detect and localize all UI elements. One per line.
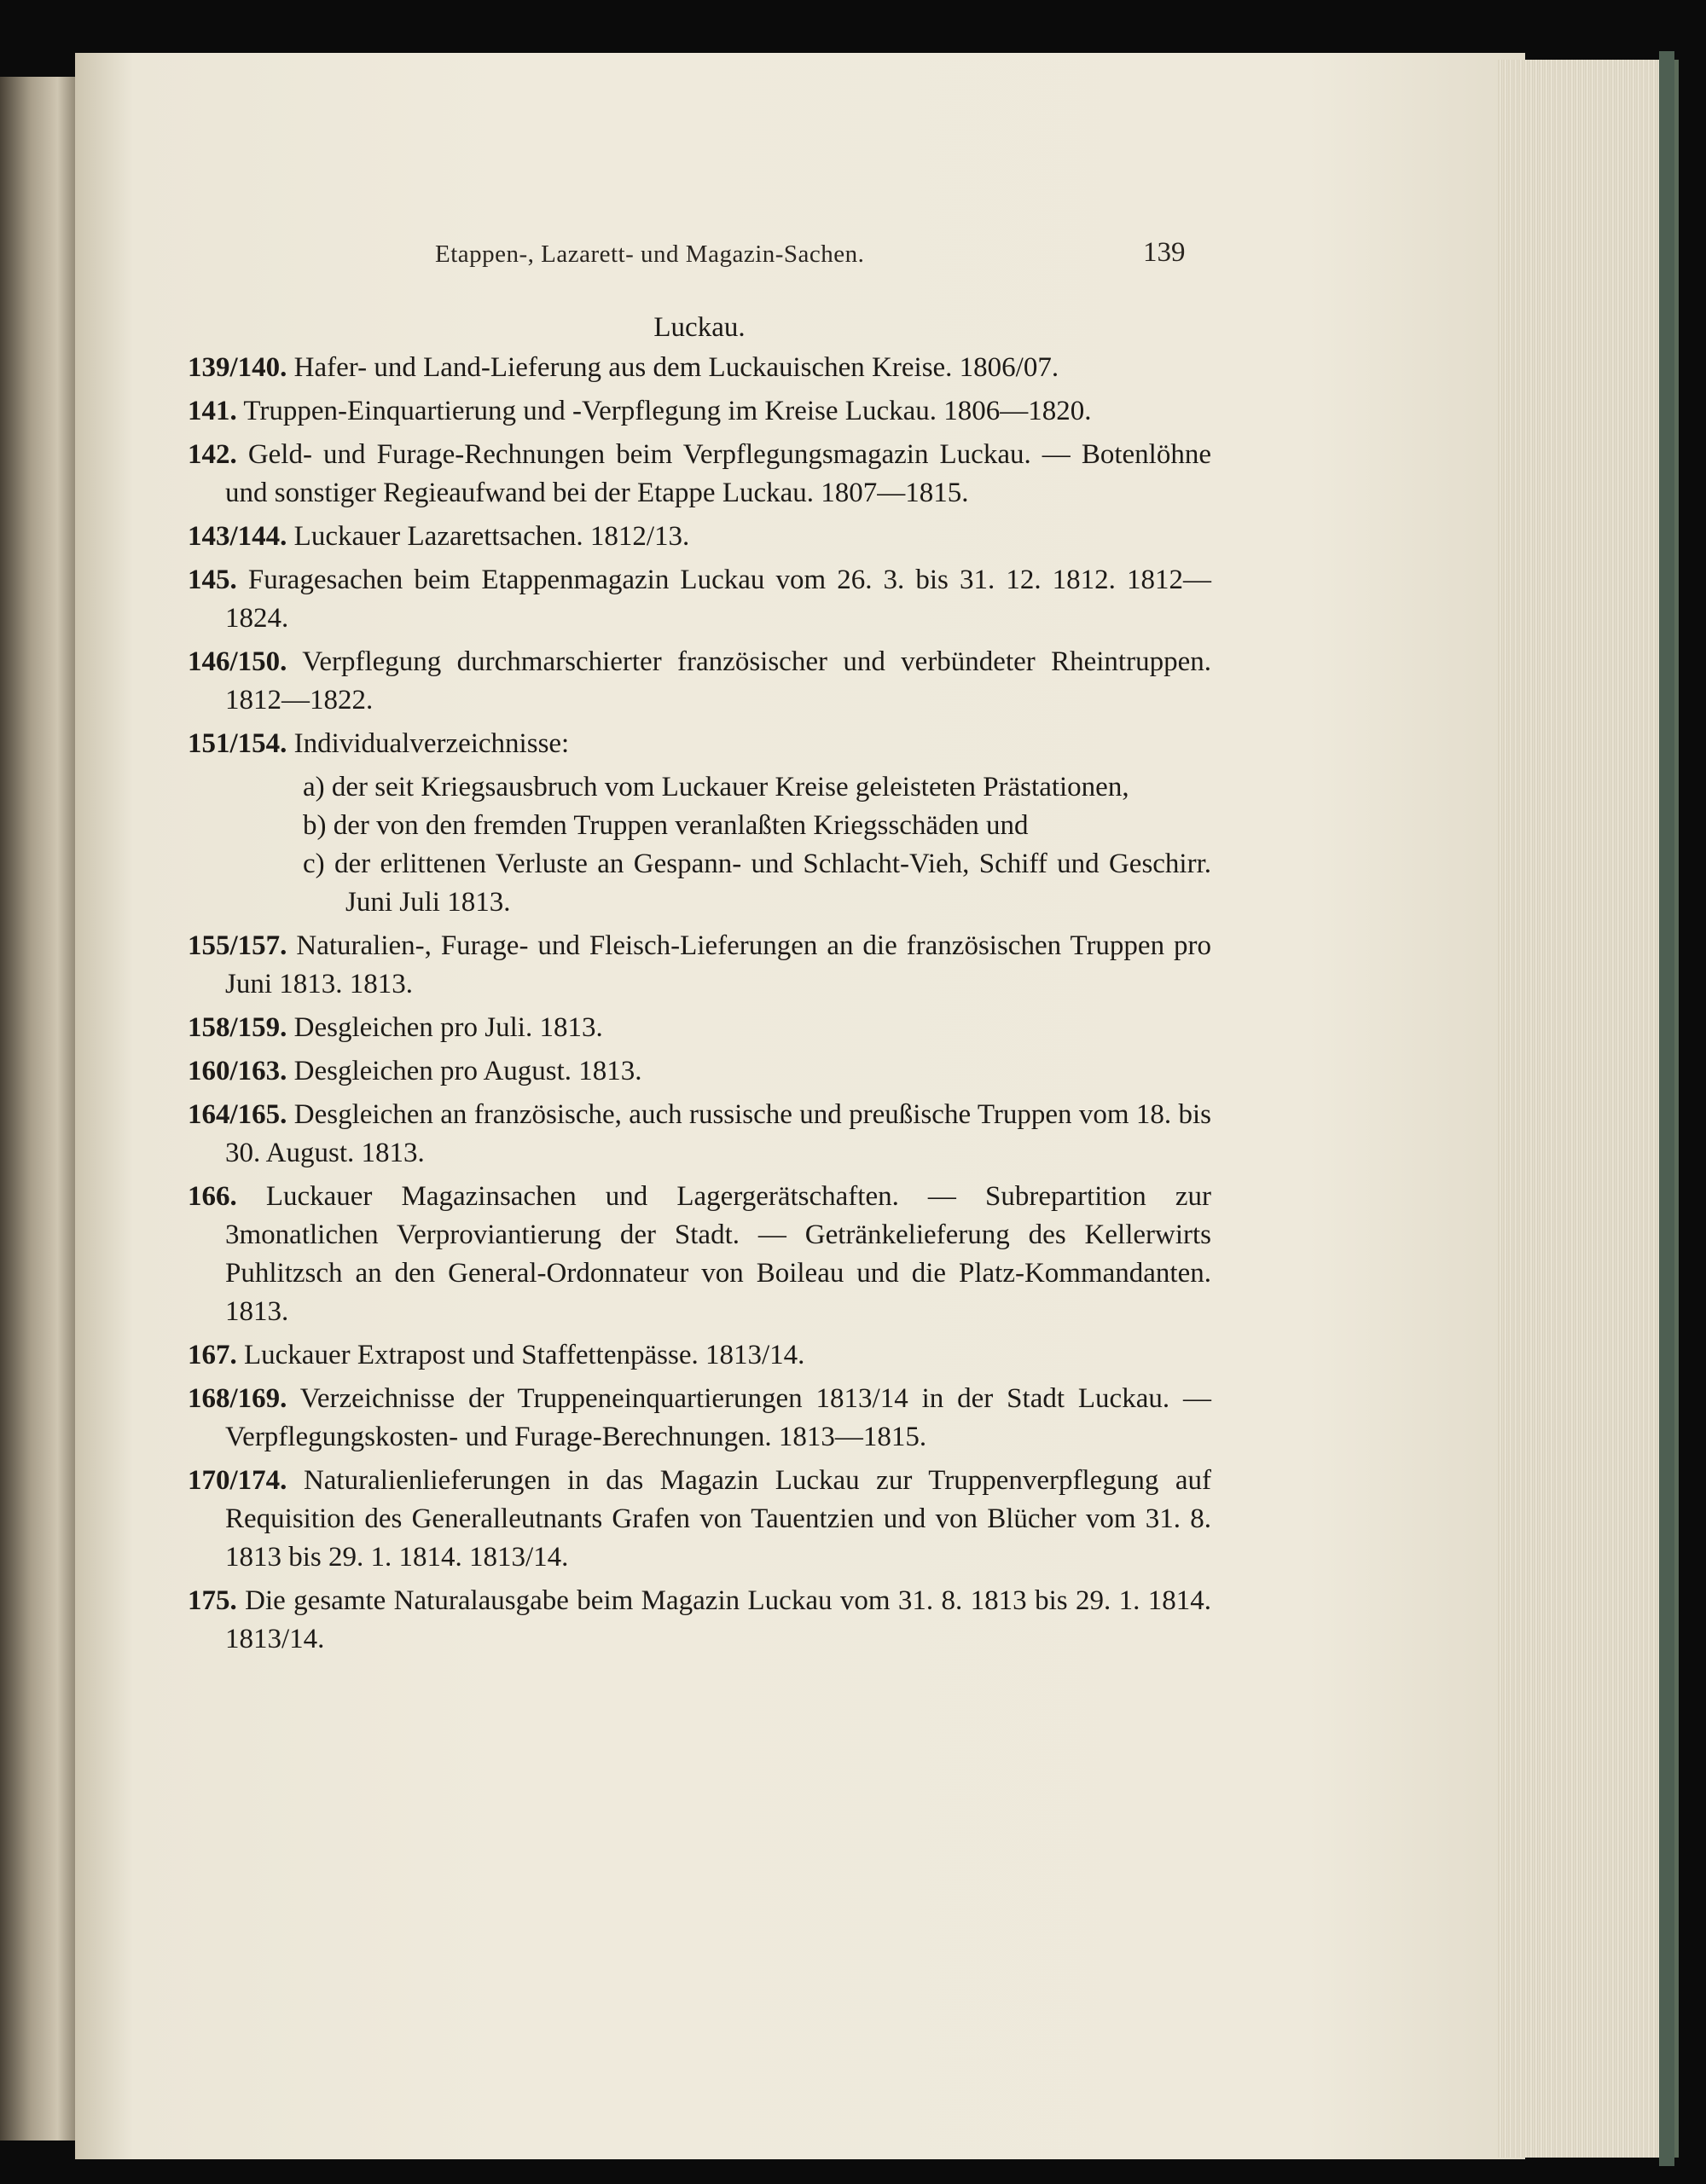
subitem bbox=[188, 845, 1211, 922]
entry-number: 175. bbox=[188, 1585, 237, 1616]
entry-text: Desgleichen pro August. 1813. bbox=[293, 1056, 642, 1086]
entry-number: 168/169. bbox=[188, 1383, 287, 1414]
page-text bbox=[188, 309, 1211, 1664]
entry-number: 141. bbox=[188, 396, 237, 426]
entry-number: 164/165. bbox=[188, 1099, 287, 1130]
entry bbox=[188, 392, 1211, 431]
subitem bbox=[188, 807, 1211, 845]
entry-text: Geld- und Furage-Rechnungen beim Verpflegungsmagazin Luckau. — Botenlöhne und sonstiger Regieaufwand bei der Etappe Luckau. 1807—1815. bbox=[225, 439, 1211, 508]
entry-number: 143/144. bbox=[188, 521, 287, 552]
entry bbox=[188, 725, 1211, 763]
page-number: 139 bbox=[1143, 237, 1186, 268]
entry bbox=[188, 1052, 1211, 1091]
entry-text: Furagesachen beim Etappenmagazin Luckau vom 26. 3. bis 31. 12. 1812. 1812—1824. bbox=[225, 565, 1211, 634]
entry bbox=[188, 561, 1211, 638]
entry-text: Verpflegung durchmarschierter französischer und verbündeter Rheintruppen. 1812—1822. bbox=[225, 646, 1211, 715]
entry bbox=[188, 927, 1211, 1004]
subitem-label: a) bbox=[303, 772, 325, 802]
entry bbox=[188, 436, 1211, 513]
entry-text: Naturalienlieferungen in das Magazin Luckau zur Truppenverpflegung auf Requisition des Generalleutnants Grafen von Tauentzien und von Blücher vom 31. 8. 1813 bis 29. 1. 1814. 1813/14. bbox=[225, 1465, 1211, 1573]
entry-text: Verzeichnisse der Truppeneinquartierungen 1813/14 in der Stadt Luckau. — Verpflegungskosten- und Furage-Berechnungen. 1813—1815. bbox=[225, 1383, 1211, 1452]
section-title: Luckau. bbox=[653, 312, 746, 343]
page-edges bbox=[1497, 60, 1679, 2158]
entry-text: Luckauer Lazarettsachen. 1812/13. bbox=[293, 521, 690, 552]
entry bbox=[188, 1336, 1211, 1375]
entry bbox=[188, 1380, 1211, 1457]
entry-number: 170/174. bbox=[188, 1465, 287, 1496]
left-page-edge bbox=[0, 77, 77, 2141]
entry-text: Naturalien-, Furage- und Fleisch-Lieferungen an die französischen Truppen pro Juni 1813. 1813. bbox=[225, 930, 1212, 999]
subitem-text: der seit Kriegsausbruch vom Luckauer Kreise geleisteten Prästationen, bbox=[331, 772, 1129, 802]
subitem-text: der erlittenen Verluste an Gespann- und Schlacht-Vieh, Schiff und Geschirr. Juni Juli 1813. bbox=[334, 849, 1212, 918]
subitem-label: b) bbox=[303, 810, 327, 841]
entry-number: 146/150. bbox=[188, 646, 287, 677]
entry-text: Luckauer Magazinsachen und Lagergerätschaften. — Subrepartition zur 3monatlichen Verproviantierung der Stadt. — Getränkelieferung des Kellerwirts Puhlitzsch an den General-Ordonnateur von Boileau und die Platz-Kommandanten. 1813. bbox=[225, 1181, 1212, 1327]
entry-text: Luckauer Extrapost und Staffettenpässe. 1813/14. bbox=[244, 1340, 805, 1370]
entry-text: Hafer- und Land-Lieferung aus dem Luckauischen Kreise. 1806/07. bbox=[293, 352, 1059, 383]
subitem-label: c) bbox=[303, 849, 325, 879]
entry bbox=[188, 1582, 1211, 1659]
entry-number: 139/140. bbox=[188, 352, 287, 383]
subitem bbox=[188, 768, 1211, 807]
entry bbox=[188, 349, 1211, 387]
entry-text: Individualverzeichnisse: bbox=[293, 728, 570, 759]
entry bbox=[188, 1462, 1211, 1577]
entry-text: Truppen-Einquartierung und -Verpflegung im Kreise Luckau. 1806—1820. bbox=[243, 396, 1092, 426]
entry-text: Die gesamte Naturalausgabe beim Magazin Luckau vom 31. 8. 1813 bis 29. 1. 1814. 1813/14. bbox=[225, 1585, 1211, 1654]
entry bbox=[188, 1096, 1211, 1173]
entry bbox=[188, 643, 1211, 720]
entry-number: 167. bbox=[188, 1340, 237, 1370]
running-header: Etappen-, Lazarett- und Magazin-Sachen. bbox=[435, 240, 865, 268]
entry-text: Desgleichen pro Juli. 1813. bbox=[293, 1012, 603, 1043]
entry bbox=[188, 1178, 1211, 1331]
entry-number: 158/159. bbox=[188, 1012, 287, 1043]
entry-number: 142. bbox=[188, 439, 237, 470]
entry-text: Desgleichen an französische, auch russische und preußische Truppen vom 18. bis 30. August. 1813. bbox=[225, 1099, 1211, 1168]
entry-number: 145. bbox=[188, 565, 237, 595]
entry bbox=[188, 1009, 1211, 1047]
entry-number: 160/163. bbox=[188, 1056, 287, 1086]
entry-number: 166. bbox=[188, 1181, 237, 1212]
entry bbox=[188, 518, 1211, 556]
subitem-list bbox=[188, 768, 1211, 922]
entry-number: 151/154. bbox=[188, 728, 287, 759]
book-cover bbox=[1659, 51, 1674, 2166]
entry-number: 155/157. bbox=[188, 930, 287, 961]
subitem-text: der von den fremden Truppen veranlaßten Kriegsschäden und bbox=[333, 810, 1029, 841]
